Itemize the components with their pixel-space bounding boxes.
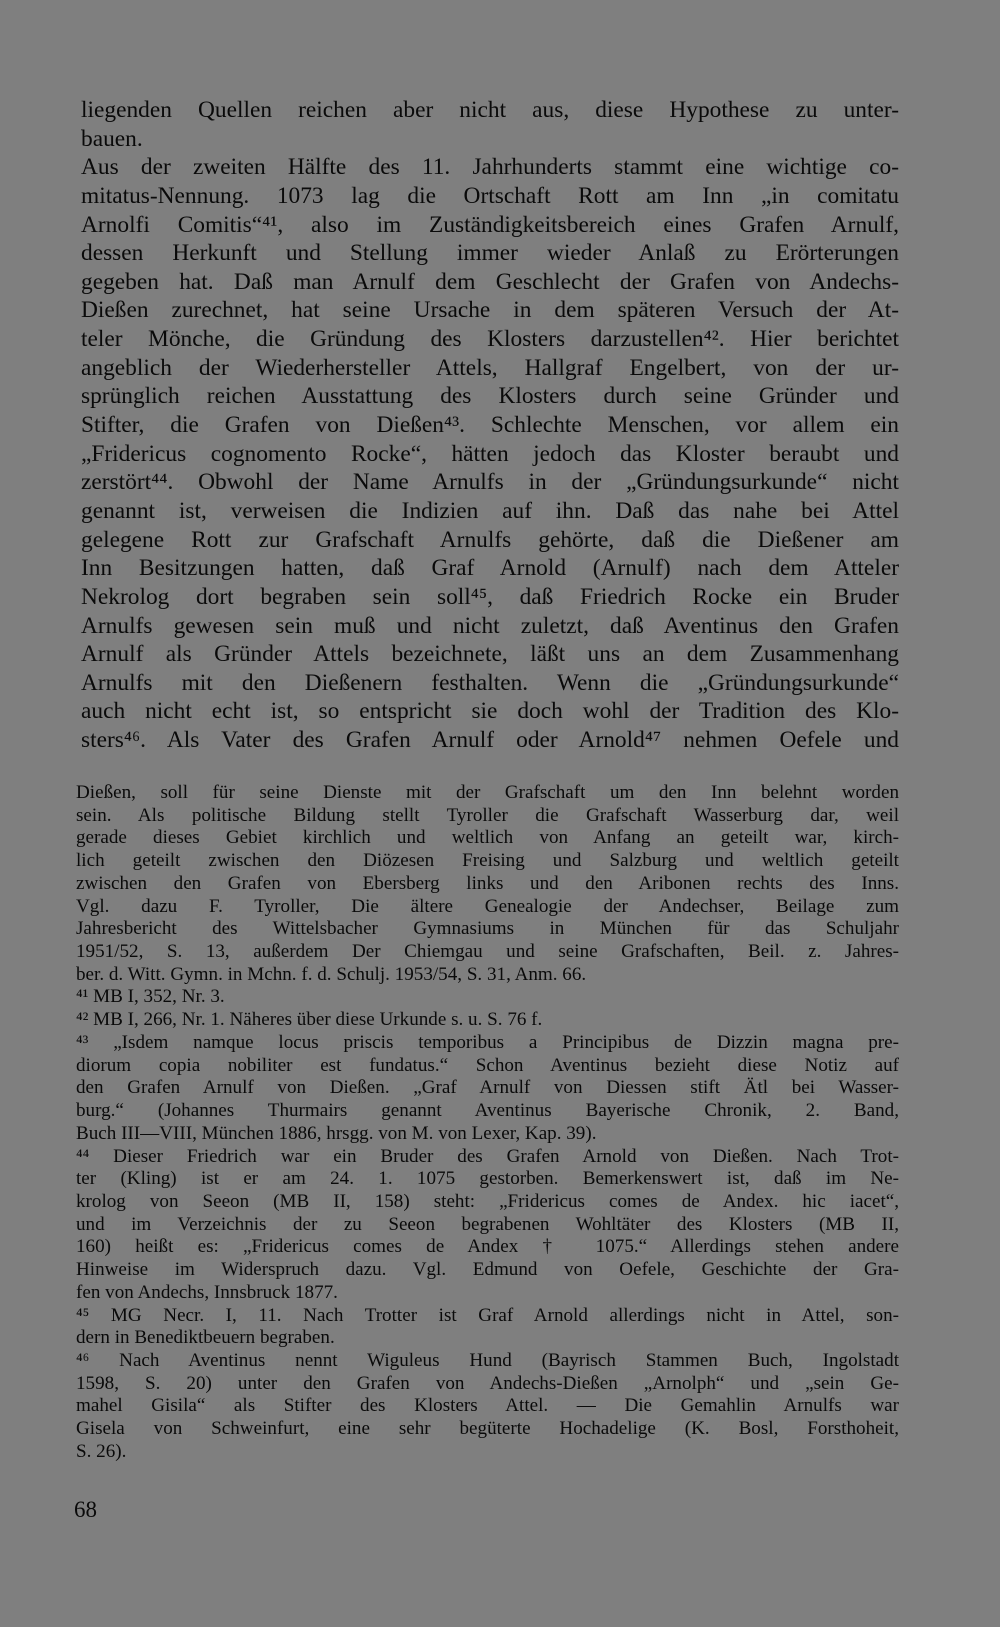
footnotes [76,782,899,1464]
footnote-line: ⁴⁴ Dieser Friedrich war ein Bruder des Grafen Arnold von Dießen. Nach Trot- [76,1145,899,1167]
body-line: gelegene Rott zur Grafschaft Arnulfs gehörte, daß die Dießener am [81,526,899,553]
footnote-line: 1598, S. 20) unter den Grafen von Andechs-Dießen „Arnolph“ und „sein Ge- [76,1372,899,1394]
footnote-line: zwischen den Grafen von Ebersberg links und den Aribonen rechts des Inns. [76,872,899,894]
body-line: Arnulfs mit den Dießenern festhalten. Wenn die „Gründungsurkunde“ [81,669,899,696]
body-line: Arnulfs gewesen sein muß und nicht zuletzt, daß Aventinus den Grafen [81,612,899,639]
footnote-line: diorum copia nobiliter est fundatus.“ Schon Aventinus bezieht diese Notiz auf [76,1054,899,1076]
footnote-line: und im Verzeichnis der zu Seeon begrabenen Wohltäter des Klosters (MB II, [76,1213,899,1235]
footnote-line: Dießen, soll für seine Dienste mit der Grafschaft um den Inn belehnt worden [76,782,899,803]
footnote-line: ⁴⁵ MG Necr. I, 11. Nach Trotter ist Graf Arnold allerdings nicht in Attel, son- [76,1304,899,1326]
body-line: Arnulf als Gründer Attels bezeichnete, läßt uns an dem Zusammenhang [81,641,899,668]
footnote-line: ⁴¹ MB I, 352, Nr. 3. [76,986,225,1008]
body-line: Inn Besitzungen hatten, daß Graf Arnold (Arnulf) nach dem Atteler [81,555,899,582]
footnote-line: mahel Gisila“ als Stifter des Klosters Attel. — Die Gemahlin Arnulfs war [76,1395,899,1417]
footnote-line: S. 26). [76,1440,127,1462]
footnote-line: 1951/52, S. 13, außerdem Der Chiemgau und seine Grafschaften, Beil. z. Jahres- [76,941,899,963]
body-line: mitatus-Nennung. 1073 lag die Ortschaft Rott am Inn „in comitatu [81,182,899,209]
body-line: teler Mönche, die Gründung des Klosters darzustellen⁴². Hier berichtet [81,326,899,353]
body-line: „Fridericus cognomento Rocke“, hätten jedoch das Kloster beraubt und [81,440,899,467]
footnote-line: burg.“ (Johannes Thurmairs genannt Aventinus Bayerische Chronik, 2. Band, [76,1100,899,1122]
body-line: genannt ist, verweisen die Indizien auf ihn. Daß das nahe bei Attel [81,497,899,524]
body-line: Nekrolog dort begraben sein soll⁴⁵, daß Friedrich Rocke ein Bruder [81,583,899,610]
body-line: Aus der zweiten Hälfte des 11. Jahrhunderts stammt eine wichtige co- [81,154,899,181]
body-text [81,96,899,755]
footnote-line: 160) heißt es: „Fridericus comes de Andex † 1075.“ Allerdings stehen andere [76,1236,899,1258]
page-number: 68 [74,1497,97,1522]
footnote-line: lich geteilt zwischen den Diözesen Freising und Salzburg und weltlich geteilt [76,850,899,872]
footnote-line: Gisela von Schweinfurt, eine sehr begüterte Hochadelige (K. Bosl, Forsthoheit, [76,1418,899,1440]
footnote-line: ber. d. Witt. Gymn. in Mchn. f. d. Schulj. 1953/54, S. 31, Anm. 66. [76,963,587,985]
body-line: auch nicht echt ist, so entspricht sie doch wohl der Tradition des Klo- [81,698,899,725]
body-line: bauen. [81,125,143,152]
body-line: sters⁴⁶. Als Vater des Grafen Arnulf oder Arnold⁴⁷ nehmen Oefele und [81,727,899,754]
footnote-line: Hinweise im Widerspruch dazu. Vgl. Edmund von Oefele, Geschichte der Gra- [76,1259,899,1281]
body-line: angeblich der Wiederhersteller Attels, Hallgraf Engelbert, von der ur- [81,354,899,381]
footnote-line: den Grafen Arnulf von Dießen. „Graf Arnulf von Diessen stift Ätl bei Wasser- [76,1077,899,1099]
footnote-line: dern in Benediktbeuern begraben. [76,1327,335,1349]
body-line: Arnolfi Comitis“⁴¹, also im Zuständigkeitsbereich eines Grafen Arnulf, [81,211,899,238]
body-line: Stifter, die Grafen von Dießen⁴³. Schlechte Menschen, vor allem ein [81,412,899,439]
footnote-line: Jahresbericht des Wittelsbacher Gymnasiums in München für das Schuljahr [76,918,899,940]
footnote-line: ⁴² MB I, 266, Nr. 1. Näheres über diese Urkunde s. u. S. 76 f. [76,1009,543,1031]
footnote-line: sein. Als politische Bildung stellt Tyroller die Grafschaft Wasserburg dar, weil [76,804,899,826]
footnote-line: krolog von Seeon (MB II, 158) steht: „Fridericus comes de Andex. hic iacet“, [76,1190,899,1212]
body-line: dessen Herkunft und Stellung immer wieder Anlaß zu Erörterungen [81,240,899,267]
footnote-line: ⁴⁶ Nach Aventinus nennt Wiguleus Hund (Bayrisch Stammen Buch, Ingolstadt [76,1349,899,1371]
body-line: gegeben hat. Daß man Arnulf dem Geschlecht der Grafen von Andechs- [81,268,899,295]
footnote-line: Vgl. dazu F. Tyroller, Die ältere Genealogie der Andechser, Beilage zum [76,895,899,917]
body-line: liegenden Quellen reichen aber nicht aus, diese Hypothese zu unter- [81,97,899,123]
footnote-line: gerade dieses Gebiet kirchlich und weltlich von Anfang an geteilt war, kirch- [76,827,899,849]
footnote-line: fen von Andechs, Innsbruck 1877. [76,1281,338,1303]
footnote-line: ⁴³ „Isdem namque locus priscis temporibus a Principibus de Dizzin magna pre- [76,1031,899,1053]
footnote-line: ter (Kling) ist er am 24. 1. 1075 gestorben. Bemerkenswert ist, daß im Ne- [76,1168,899,1190]
footnote-line: Buch III—VIII, München 1886, hrsgg. von M. von Lexer, Kap. 39). [76,1122,597,1144]
body-line: Dießen zurechnet, hat seine Ursache in dem späteren Versuch der At- [81,297,899,324]
body-line: zerstört⁴⁴. Obwohl der Name Arnulfs in der „Gründungsurkunde“ nicht [81,469,899,496]
body-line: sprünglich reichen Ausstattung des Klosters durch seine Gründer und [81,383,899,410]
